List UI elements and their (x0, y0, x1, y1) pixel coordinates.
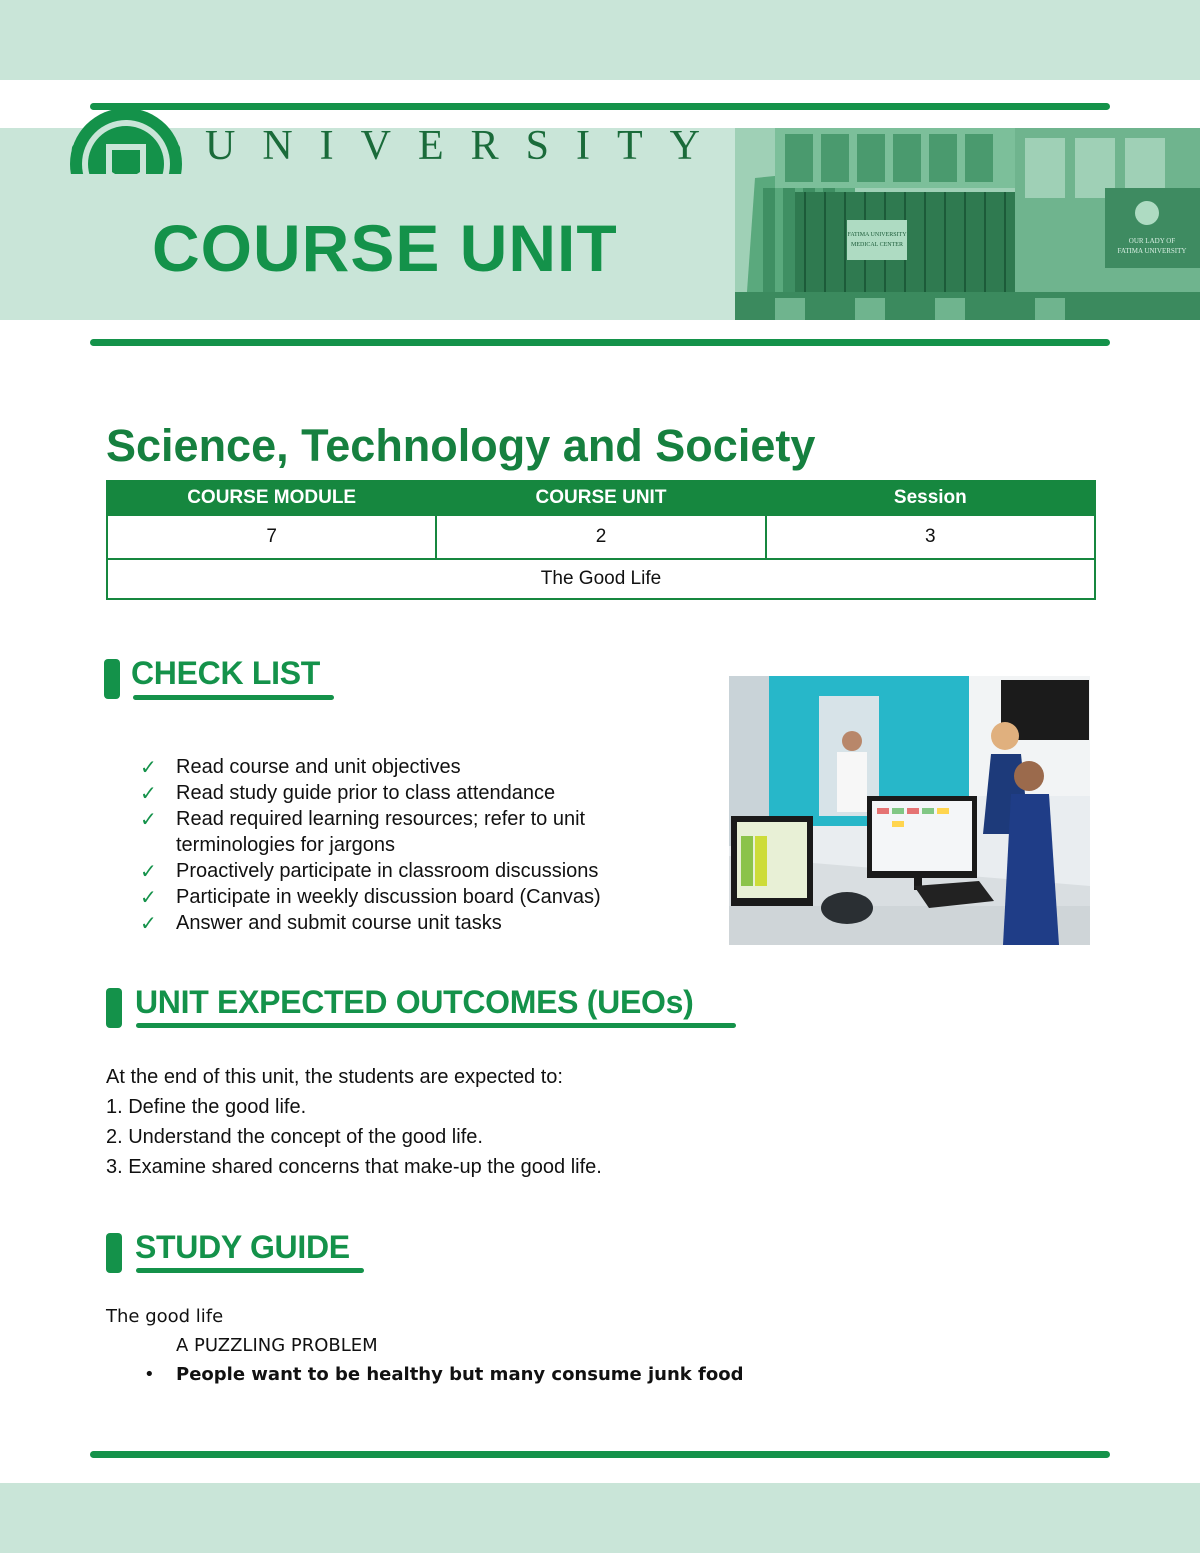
checklist-item-text: Read course and unit objectives (176, 756, 461, 778)
outcomes-body (106, 1062, 602, 1182)
checklist-item (140, 754, 696, 780)
checklist-heading: CHECK LIST (131, 655, 321, 691)
outcome-item: 2. Understand the concept of the good life. (106, 1126, 483, 1148)
outcome-item: 3. Examine shared concerns that make-up the good life. (106, 1156, 602, 1178)
nurses-station-photo (729, 676, 1090, 945)
course-info-table (106, 480, 1096, 600)
checklist-item-text: Answer and submit course unit tasks (176, 912, 502, 934)
checkmark-icon: ✓ (140, 859, 157, 883)
checkmark-icon: ✓ (140, 807, 157, 831)
header-top-rule (90, 103, 1110, 110)
svg-text:OUR LADY OF: OUR LADY OF (1128, 237, 1176, 245)
checklist-item-text: Read required learning resources; refer to unit terminologies for jargons (176, 808, 586, 856)
checkmark-icon: ✓ (140, 755, 157, 779)
svg-text:FATIMA UNIVERSITY: FATIMA UNIVERSITY (1117, 247, 1187, 255)
header-course-unit: COURSE UNIT (436, 481, 765, 515)
value-session: 3 (766, 515, 1095, 559)
bottom-band (0, 1483, 1200, 1553)
footer-rule (90, 1451, 1110, 1458)
header-session: Session (766, 481, 1095, 515)
checklist (140, 754, 696, 936)
study-guide-topic: The good life (106, 1306, 224, 1327)
study-guide-heading-underline (136, 1268, 364, 1273)
checklist-item (140, 884, 696, 910)
checklist-section-marker (104, 659, 120, 699)
bullet-marker: • (144, 1364, 155, 1385)
outcomes-intro: At the end of this unit, the students are expected to: (106, 1066, 563, 1088)
outcomes-heading-underline (136, 1023, 736, 1028)
svg-text:FATIMA UNIVERSITY: FATIMA UNIVERSITY (847, 232, 907, 238)
checklist-item (140, 858, 696, 884)
checklist-item (140, 910, 696, 936)
outcome-item: 1. Define the good life. (106, 1096, 307, 1118)
checklist-item (140, 806, 656, 858)
study-guide-bullet-text: People want to be healthy but many consume junk food (176, 1364, 744, 1385)
checklist-item (140, 780, 696, 806)
checklist-item-text: Participate in weekly discussion board (Canvas) (176, 886, 601, 908)
university-crest-logo (66, 104, 186, 174)
checkmark-icon: ✓ (140, 911, 157, 935)
checklist-heading-underline (133, 695, 334, 700)
subject-title: Science, Technology and Society (106, 420, 816, 471)
header-bottom-rule (90, 339, 1110, 346)
study-guide-section-marker (106, 1233, 122, 1273)
unit-topic: The Good Life (107, 559, 1095, 599)
info-table-header-row (107, 481, 1095, 515)
header-course-module: COURSE MODULE (107, 481, 436, 515)
outcomes-heading: UNIT EXPECTED OUTCOMES (UEOs) (135, 984, 694, 1020)
info-table-topic-row (107, 559, 1095, 599)
svg-text:MEDICAL CENTER: MEDICAL CENTER (851, 242, 903, 248)
study-guide-body (106, 1302, 744, 1389)
study-guide-subheading: A PUZZLING PROBLEM (176, 1335, 378, 1356)
value-course-unit: 2 (436, 515, 765, 559)
university-wordmark: UNIVERSITY (205, 123, 727, 169)
checklist-item-text: Read study guide prior to class attendance (176, 782, 556, 804)
value-course-module: 7 (107, 515, 436, 559)
top-band (0, 0, 1200, 80)
checkmark-icon: ✓ (140, 885, 157, 909)
outcomes-section-marker (106, 988, 122, 1028)
info-table-values-row (107, 515, 1095, 559)
medical-center-building-image (735, 128, 1200, 320)
checkmark-icon: ✓ (140, 781, 157, 805)
document-type-title: COURSE UNIT (152, 211, 618, 285)
study-guide-bullet (106, 1360, 744, 1389)
checklist-item-text: Proactively participate in classroom discussions (176, 860, 599, 882)
study-guide-heading: STUDY GUIDE (135, 1229, 350, 1265)
